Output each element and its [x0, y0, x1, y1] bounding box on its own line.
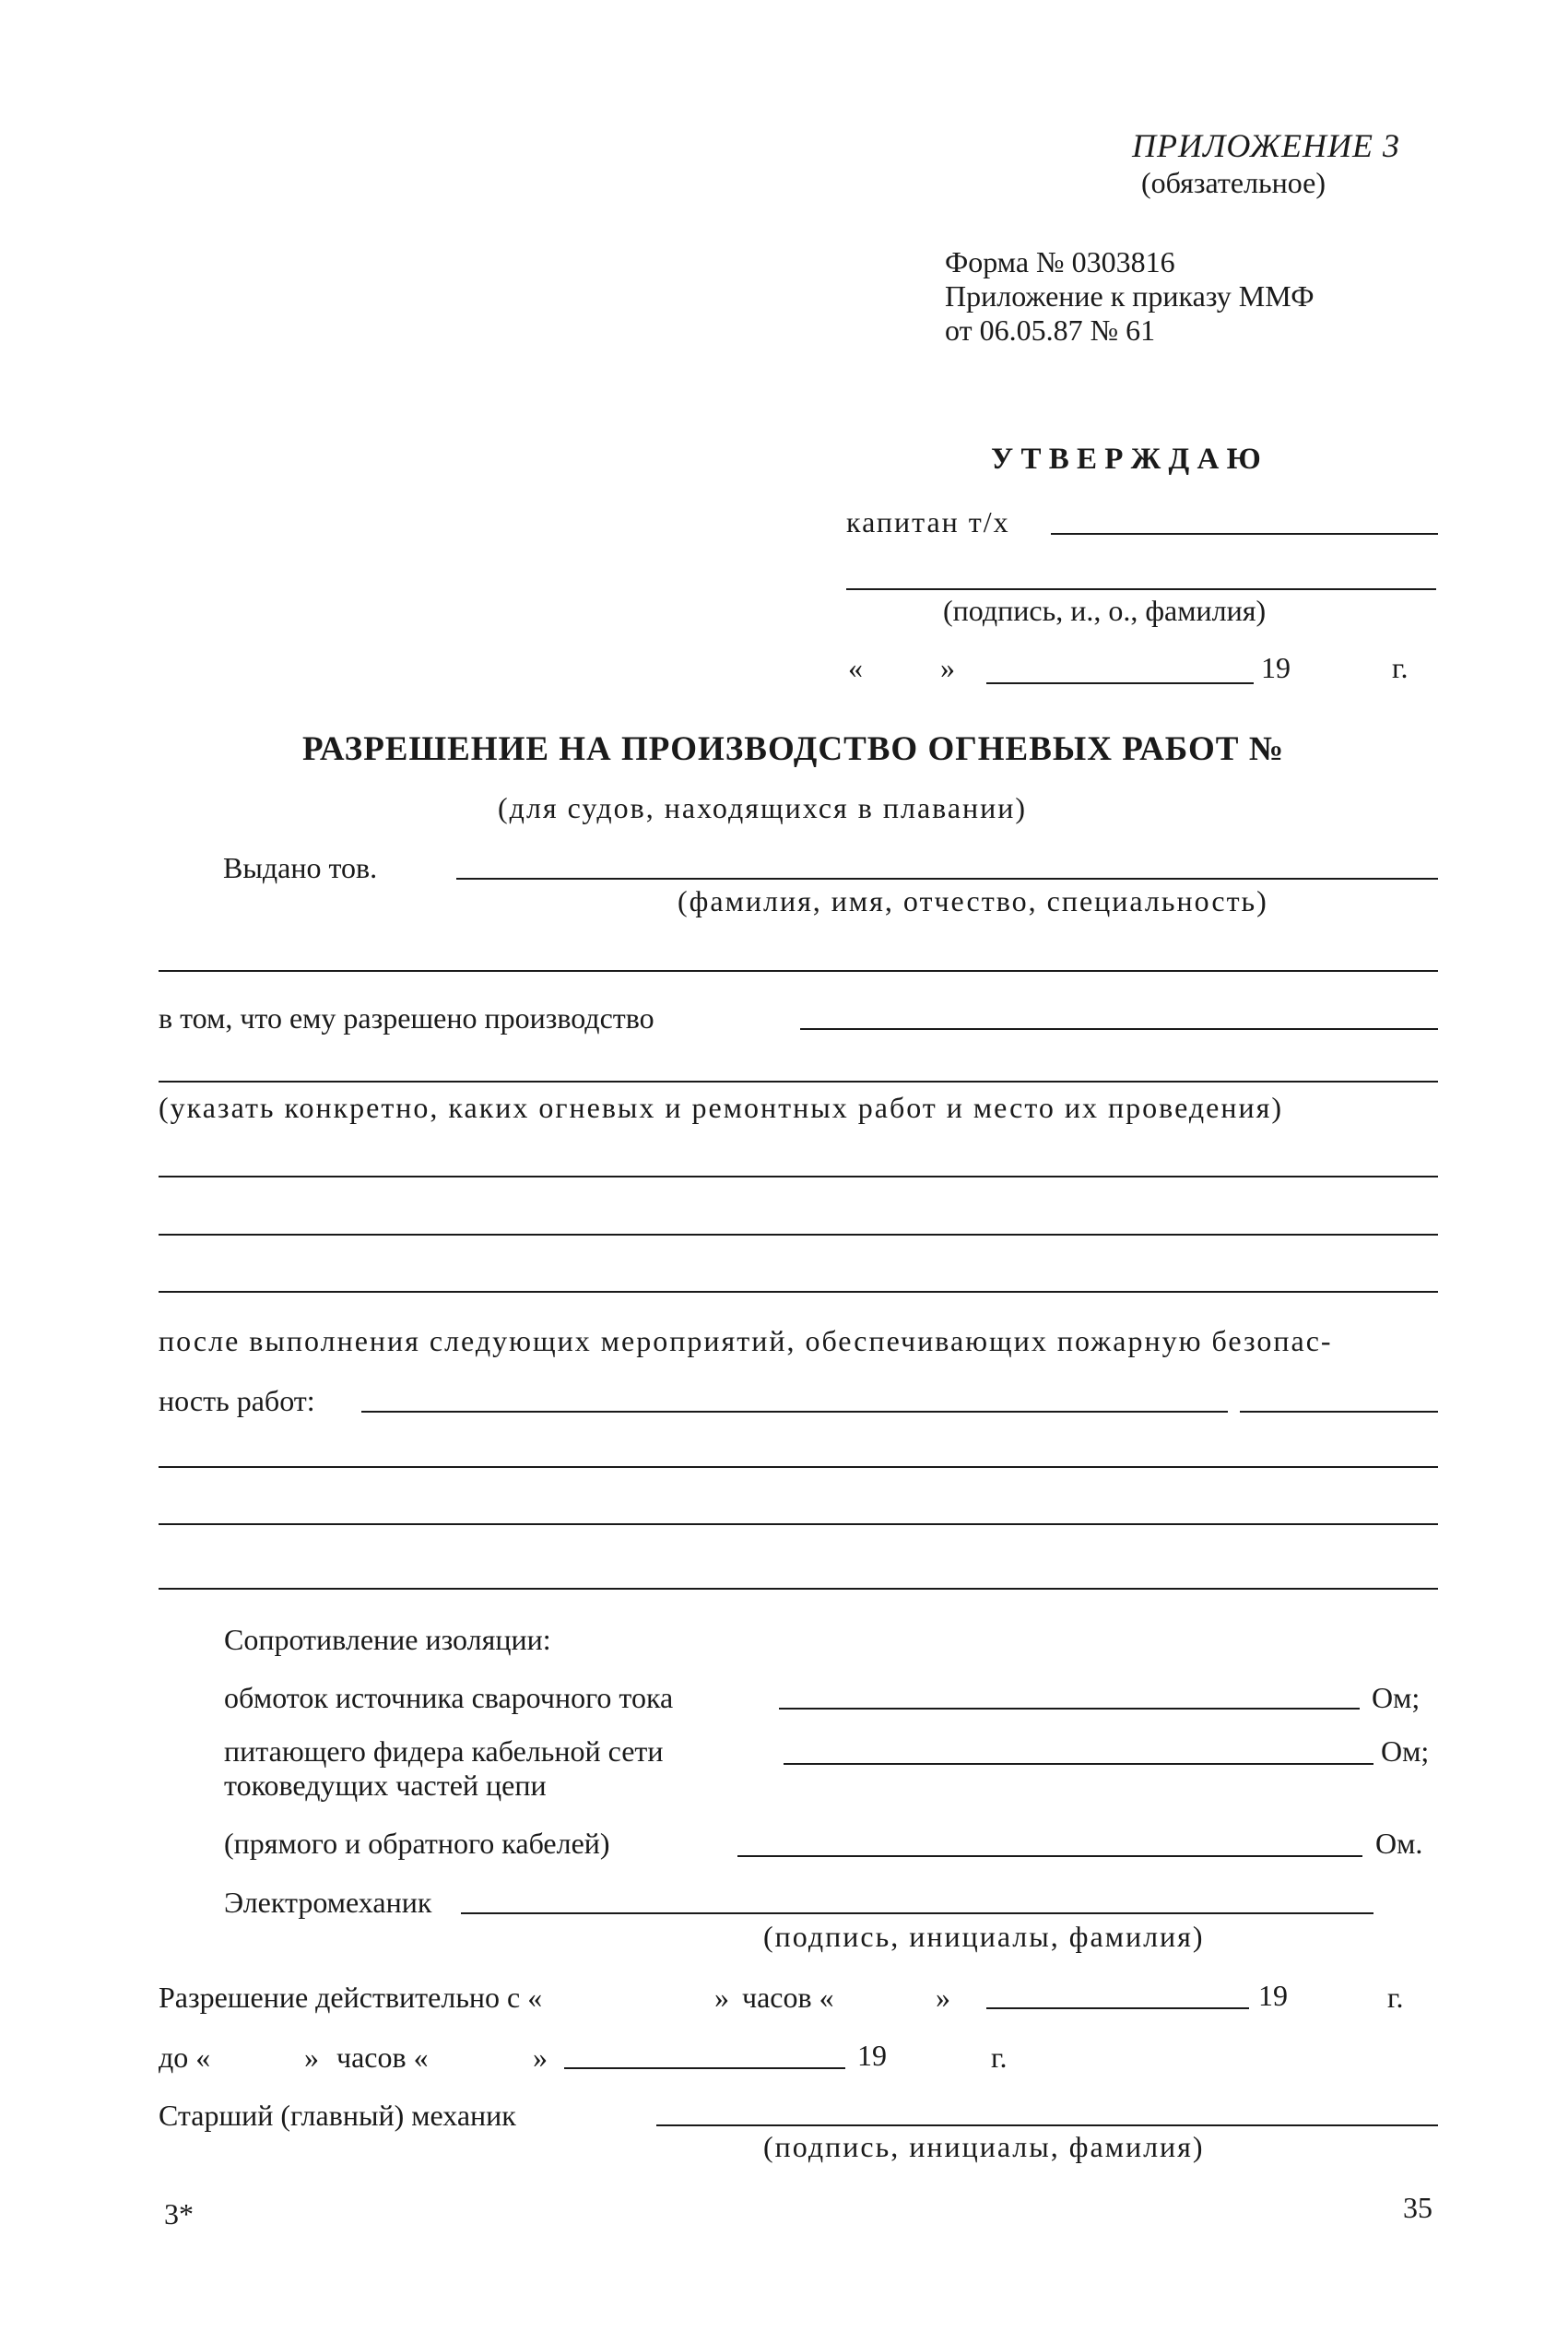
approval-date-line — [986, 682, 1254, 684]
chief-mechanic-line — [656, 2124, 1438, 2126]
captain-label: капитан т/х — [846, 505, 1010, 538]
approval-year-prefix: 19 — [1261, 651, 1291, 684]
measures-line — [361, 1411, 1228, 1413]
captain-signature-line — [846, 588, 1436, 590]
permit-title: РАЗРЕШЕНИЕ НА ПРОИЗВОДСТВО ОГНЕВЫХ РАБОТ № — [302, 730, 1284, 768]
blank-line — [159, 1588, 1438, 1590]
blank-line — [159, 1176, 1438, 1177]
blank-line — [159, 1466, 1438, 1468]
permit-subtitle: (для судов, находящихся в плавании) — [498, 791, 1028, 824]
sheet-mark: 3* — [164, 2197, 194, 2230]
cables-label: (прямого и обратного кабелей) — [224, 1827, 610, 1860]
validity-until-close-quote: » — [304, 2041, 319, 2074]
cables-line — [737, 1855, 1362, 1857]
approval-date-close-quote: » — [940, 651, 955, 684]
insulation-heading: Сопротивление изоляции: — [224, 1623, 551, 1656]
appendix-heading: ПРИЛОЖЕНИЕ 3 — [1132, 127, 1400, 164]
validity-from-date-line — [986, 2007, 1249, 2009]
measures-line-end — [1240, 1411, 1438, 1413]
issued-to-line — [456, 878, 1438, 880]
electromechanic-line — [461, 1912, 1373, 1914]
validity-until-hours-label: часов « — [336, 2041, 429, 2074]
measures-text-line1: после выполнения следующих мероприятий, обеспечивающих пожарную безопас- — [159, 1324, 1333, 1357]
feeder-unit: Ом; — [1381, 1734, 1430, 1768]
blank-line — [159, 1234, 1438, 1236]
validity-until-label: до « — [159, 2041, 211, 2074]
chief-mechanic-caption: (подпись, инициалы, фамилия) — [763, 2130, 1205, 2163]
validity-until-year-prefix: 19 — [857, 2039, 887, 2072]
approval-date-open-quote: « — [848, 651, 863, 684]
chief-mechanic-label: Старший (главный) механик — [159, 2099, 516, 2132]
blank-line — [159, 1291, 1438, 1293]
electromechanic-label: Электромеханик — [224, 1886, 432, 1919]
blank-line — [159, 970, 1438, 972]
feeder-line — [784, 1763, 1373, 1765]
approval-signature-caption: (подпись, и., о., фамилия) — [943, 594, 1267, 627]
form-number: Форма № 0303816 — [945, 245, 1175, 278]
page-number: 35 — [1403, 2191, 1432, 2224]
works-line — [159, 1081, 1438, 1083]
validity-until-year-suffix: г. — [991, 2041, 1008, 2074]
windings-line — [779, 1708, 1360, 1710]
validity-from-hours-label: часов « — [742, 1981, 834, 2014]
validity-from-year-suffix: г. — [1387, 1981, 1404, 2014]
order-reference: Приложение к приказу ММФ — [945, 279, 1315, 313]
allowed-line — [800, 1028, 1438, 1030]
blank-line — [159, 1523, 1438, 1525]
cables-unit: Ом. — [1375, 1827, 1423, 1860]
issued-to-label: Выдано тов. — [223, 851, 378, 884]
issued-to-caption: (фамилия, имя, отчество, специальность) — [678, 884, 1268, 917]
measures-text-line2: ность работ: — [159, 1384, 315, 1417]
electromechanic-caption: (подпись, инициалы, фамилия) — [763, 1920, 1205, 1953]
feeder-label: питающего фидера кабельной сети — [224, 1734, 664, 1768]
order-date: от 06.05.87 № 61 — [945, 314, 1156, 347]
validity-from-year-prefix: 19 — [1258, 1979, 1288, 2012]
validity-until-date-line — [564, 2067, 845, 2069]
windings-unit: Ом; — [1372, 1681, 1421, 1714]
approval-year-suffix: г. — [1392, 651, 1409, 684]
conducting-label: токоведущих частей цепи — [224, 1769, 547, 1802]
validity-from-date-close-quote: » — [936, 1981, 950, 2014]
appendix-note: (обязательное) — [1141, 166, 1326, 199]
works-caption: (указать конкретно, каких огневых и ремонтных работ и место их проведения) — [159, 1091, 1283, 1124]
validity-until-date-close-quote: » — [533, 2041, 548, 2074]
allowed-label: в том, что ему разрешено производство — [159, 1001, 654, 1035]
windings-label: обмоток источника сварочного тока — [224, 1681, 674, 1714]
approval-title: У Т В Е Р Ж Д А Ю — [991, 443, 1261, 476]
validity-from-label: Разрешение действительно с « — [159, 1981, 543, 2014]
captain-line — [1051, 533, 1438, 535]
validity-from-close-quote: » — [714, 1981, 729, 2014]
